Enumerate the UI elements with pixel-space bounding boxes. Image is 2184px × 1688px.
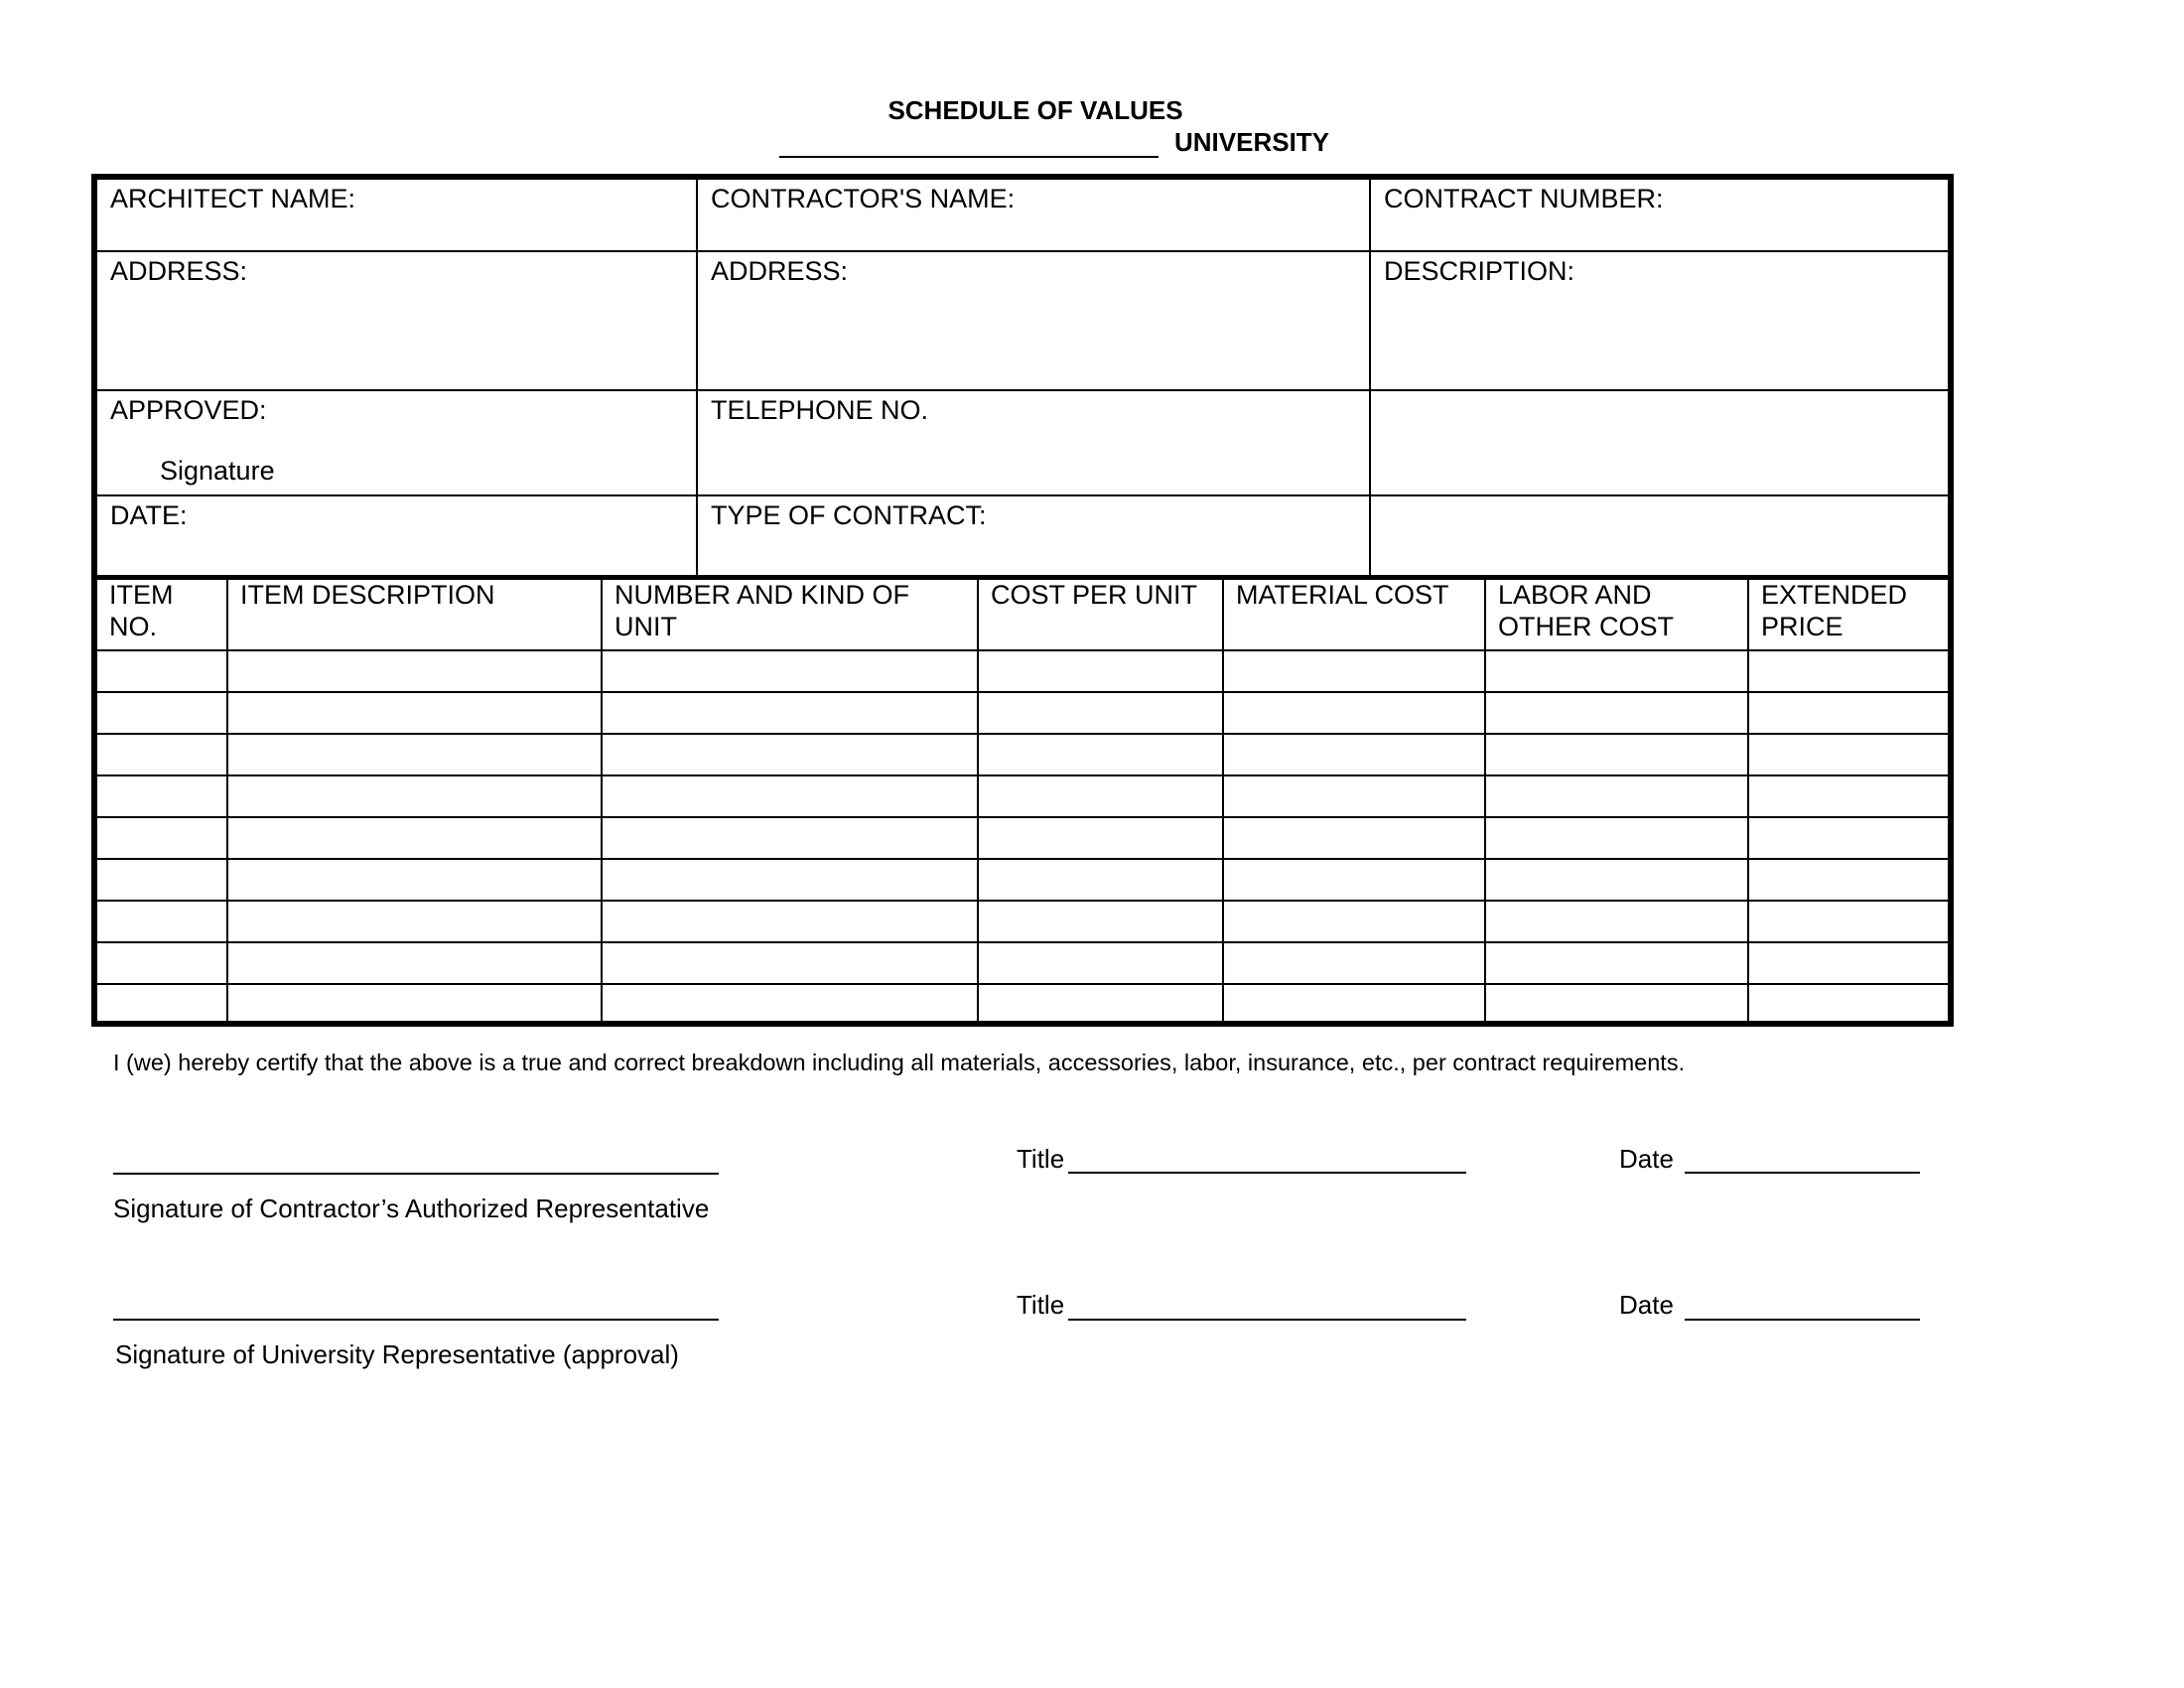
table-cell[interactable]	[97, 984, 227, 1026]
table-cell[interactable]	[602, 692, 978, 734]
contract-number-field[interactable]	[1370, 180, 1948, 251]
table-cell[interactable]	[1223, 734, 1485, 775]
contract-number-label: CONTRACT NUMBER:	[1384, 184, 1664, 213]
column-header: COST PER UNIT	[978, 577, 1223, 650]
date-label: DATE:	[110, 500, 188, 530]
table-cell[interactable]	[227, 901, 602, 942]
university-name-blank[interactable]	[779, 130, 1159, 158]
approved-label: APPROVED:	[110, 395, 267, 425]
university-label: UNIVERSITY	[1174, 127, 1330, 157]
table-cell[interactable]	[227, 734, 602, 775]
column-header: LABOR AND OTHER COST	[1485, 577, 1748, 650]
table-cell[interactable]	[1223, 775, 1485, 817]
table-cell[interactable]	[1223, 984, 1485, 1026]
contractor-title-label: Title	[1017, 1144, 1065, 1174]
table-cell[interactable]	[1485, 901, 1748, 942]
contractor-signature-line[interactable]	[113, 1173, 719, 1175]
table-cell[interactable]	[97, 859, 227, 901]
table-cell[interactable]	[1485, 859, 1748, 901]
university-signature-label: Signature of University Representative (approval)	[115, 1339, 679, 1369]
table-cell[interactable]	[978, 901, 1223, 942]
table-cell[interactable]	[1748, 984, 1948, 1026]
table-cell[interactable]	[978, 775, 1223, 817]
table-cell[interactable]	[97, 650, 227, 692]
architect-address-label: ADDRESS:	[110, 256, 248, 286]
telephone-field[interactable]	[697, 390, 1370, 495]
table-cell[interactable]	[1223, 650, 1485, 692]
contractor-name-label: CONTRACTOR'S NAME:	[711, 184, 1016, 213]
table-cell[interactable]	[978, 817, 1223, 859]
date-field[interactable]	[97, 495, 697, 577]
architect-name-field[interactable]	[97, 180, 697, 251]
table-cell[interactable]	[97, 692, 227, 734]
table-cell[interactable]	[978, 984, 1223, 1026]
table-row	[97, 817, 1948, 859]
table-cell[interactable]	[227, 775, 602, 817]
table-cell[interactable]	[602, 775, 978, 817]
column-header: MATERIAL COST	[1223, 577, 1485, 650]
table-row	[97, 734, 1948, 775]
table-row	[97, 901, 1948, 942]
university-title-line[interactable]	[1068, 1319, 1466, 1321]
column-header: EXTENDED PRICE	[1748, 577, 1948, 650]
contractor-date-label: Date	[1619, 1144, 1674, 1174]
university-signature-line[interactable]	[113, 1319, 719, 1321]
table-cell[interactable]	[1485, 692, 1748, 734]
table-cell[interactable]	[1748, 692, 1948, 734]
table-cell[interactable]	[602, 901, 978, 942]
table-row	[97, 859, 1948, 901]
table-cell[interactable]	[1748, 775, 1948, 817]
table-cell[interactable]	[978, 859, 1223, 901]
blank-field-1[interactable]	[1370, 390, 1948, 495]
architect-name-label: ARCHITECT NAME:	[110, 184, 356, 213]
form-title: SCHEDULE OF VALUES	[887, 95, 1183, 125]
table-cell[interactable]	[978, 734, 1223, 775]
table-cell[interactable]	[227, 942, 602, 984]
contractor-address-field[interactable]	[697, 251, 1370, 390]
telephone-label: TELEPHONE NO.	[711, 395, 929, 425]
contractor-signature-label: Signature of Contractor’s Authorized Representative	[113, 1194, 710, 1223]
table-cell[interactable]	[1223, 817, 1485, 859]
table-cell[interactable]	[1748, 817, 1948, 859]
university-date-label: Date	[1619, 1290, 1674, 1320]
table-cell[interactable]	[1485, 775, 1748, 817]
table-cell[interactable]	[1223, 901, 1485, 942]
table-cell[interactable]	[1748, 650, 1948, 692]
contractor-address-label: ADDRESS:	[711, 256, 849, 286]
table-cell[interactable]	[227, 650, 602, 692]
info-grid	[97, 180, 1948, 580]
table-cell[interactable]	[1223, 942, 1485, 984]
table-cell[interactable]	[978, 692, 1223, 734]
table-cell[interactable]	[602, 859, 978, 901]
table-cell[interactable]	[97, 734, 227, 775]
column-header: NUMBER AND KIND OF UNIT	[602, 577, 978, 650]
table-cell[interactable]	[1748, 859, 1948, 901]
table-cell[interactable]	[602, 817, 978, 859]
table-cell[interactable]	[602, 650, 978, 692]
table-cell[interactable]	[227, 817, 602, 859]
table-cell[interactable]	[1485, 984, 1748, 1026]
signature-label: Signature	[160, 456, 275, 486]
column-header: ITEM NO.	[97, 577, 227, 650]
items-table	[97, 577, 1948, 1026]
contractor-date-line[interactable]	[1685, 1172, 1920, 1174]
table-cell[interactable]	[97, 942, 227, 984]
table-cell[interactable]	[1223, 859, 1485, 901]
description-label: DESCRIPTION:	[1384, 256, 1575, 286]
schedule-form	[91, 174, 1954, 1027]
table-cell[interactable]	[1748, 901, 1948, 942]
table-row	[97, 984, 1948, 1026]
description-field[interactable]	[1370, 251, 1948, 390]
university-line	[779, 127, 1329, 158]
table-cell[interactable]	[1223, 692, 1485, 734]
table-cell[interactable]	[227, 984, 602, 1026]
table-cell[interactable]	[602, 984, 978, 1026]
table-cell[interactable]	[602, 942, 978, 984]
table-row	[97, 942, 1948, 984]
contractor-name-field[interactable]	[697, 180, 1370, 251]
university-title-label: Title	[1017, 1290, 1065, 1320]
table-row	[97, 775, 1948, 817]
certification-statement: I (we) hereby certify that the above is a true and correct breakdown including all materials, accessories, labor, insurance, etc., per contract requirements.	[113, 1050, 1686, 1075]
table-cell[interactable]	[97, 775, 227, 817]
approved-field[interactable]	[97, 390, 697, 495]
table-row	[97, 650, 1948, 692]
table-cell[interactable]	[227, 859, 602, 901]
type-of-contract-label: TYPE OF CONTRACT:	[711, 500, 987, 530]
table-cell[interactable]	[978, 650, 1223, 692]
table-cell[interactable]	[602, 734, 978, 775]
column-header: ITEM DESCRIPTION	[227, 577, 602, 650]
table-cell[interactable]	[97, 817, 227, 859]
table-cell[interactable]	[1748, 734, 1948, 775]
architect-address-field[interactable]	[97, 251, 697, 390]
table-cell[interactable]	[97, 901, 227, 942]
table-cell[interactable]	[1485, 817, 1748, 859]
table-cell[interactable]	[978, 942, 1223, 984]
blank-field-2[interactable]	[1370, 495, 1948, 577]
table-cell[interactable]	[1485, 734, 1748, 775]
table-cell[interactable]	[1485, 650, 1748, 692]
table-cell[interactable]	[227, 692, 602, 734]
table-row	[97, 692, 1948, 734]
contractor-title-line[interactable]	[1068, 1172, 1466, 1174]
type-of-contract-field[interactable]	[697, 495, 1370, 577]
university-date-line[interactable]	[1685, 1319, 1920, 1321]
table-cell[interactable]	[1485, 942, 1748, 984]
table-cell[interactable]	[1748, 942, 1948, 984]
